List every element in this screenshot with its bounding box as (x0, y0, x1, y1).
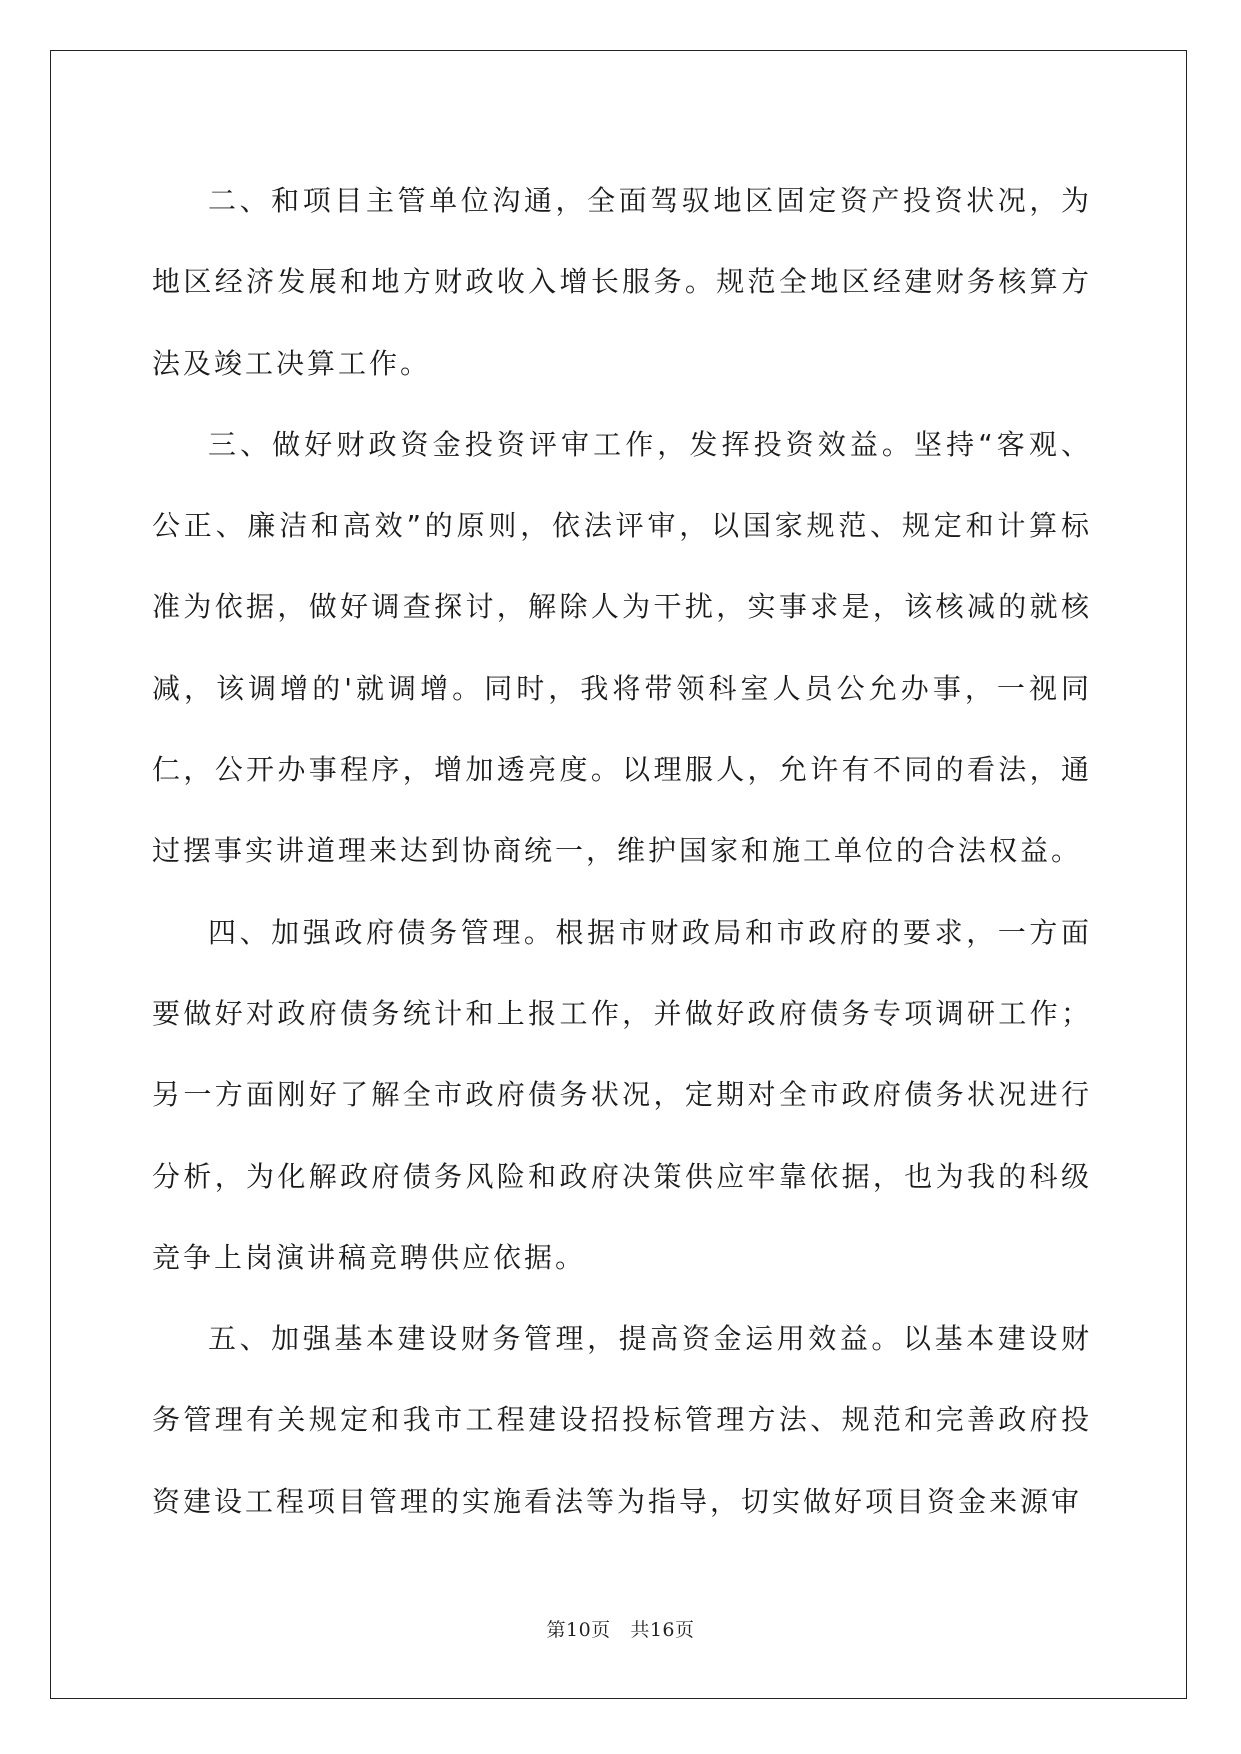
document-body (152, 160, 1092, 1542)
page-footer (0, 1615, 1241, 1642)
paragraph-5: 五、加强基本建设财务管理，提高资金运用效益。以基本建设财务管理有关规定和我市工程建设招投标管理方法、规范和完善政府投资建设工程项目管理的实施看法等为指导，切实做好项目资金来源审 (152, 1322, 1092, 1518)
paragraph-3: 三、做好财政资金投资评审工作，发挥投资效益。坚持“客观、公正、廉洁和高效”的原则，依法评审，以国家规范、规定和计算标准为依据，做好调查探讨，解除人为干扰，实事求是，该核减的就核减，该调增的'就调增。同时，我将带领科室人员公允办事，一视同仁，公开办事程序，增加透亮度。以理服人，允许有不同的看法，通过摆事实讲道理来达到协商统一，维护国家和施工单位的合法权益。 (152, 427, 1092, 868)
paragraph-4: 四、加强政府债务管理。根据市财政局和市政府的要求，一方面要做好对政府债务统计和上报工作，并做好政府债务专项调研工作；另一方面刚好了解全市政府债务状况，定期对全市政府债务状况进行分析，为化解政府债务风险和政府决策供应牢靠依据，也为我的科级竞争上岗演讲稿竞聘供应依据。 (152, 915, 1092, 1274)
page-total: 共16页 (630, 1619, 695, 1641)
paragraph-2: 二、和项目主管单位沟通，全面驾驭地区固定资产投资状况，为地区经济发展和地方财政收入增长服务。规范全地区经建财务核算方法及竣工决算工作。 (152, 184, 1092, 380)
page-number: 第10页 (546, 1619, 611, 1641)
